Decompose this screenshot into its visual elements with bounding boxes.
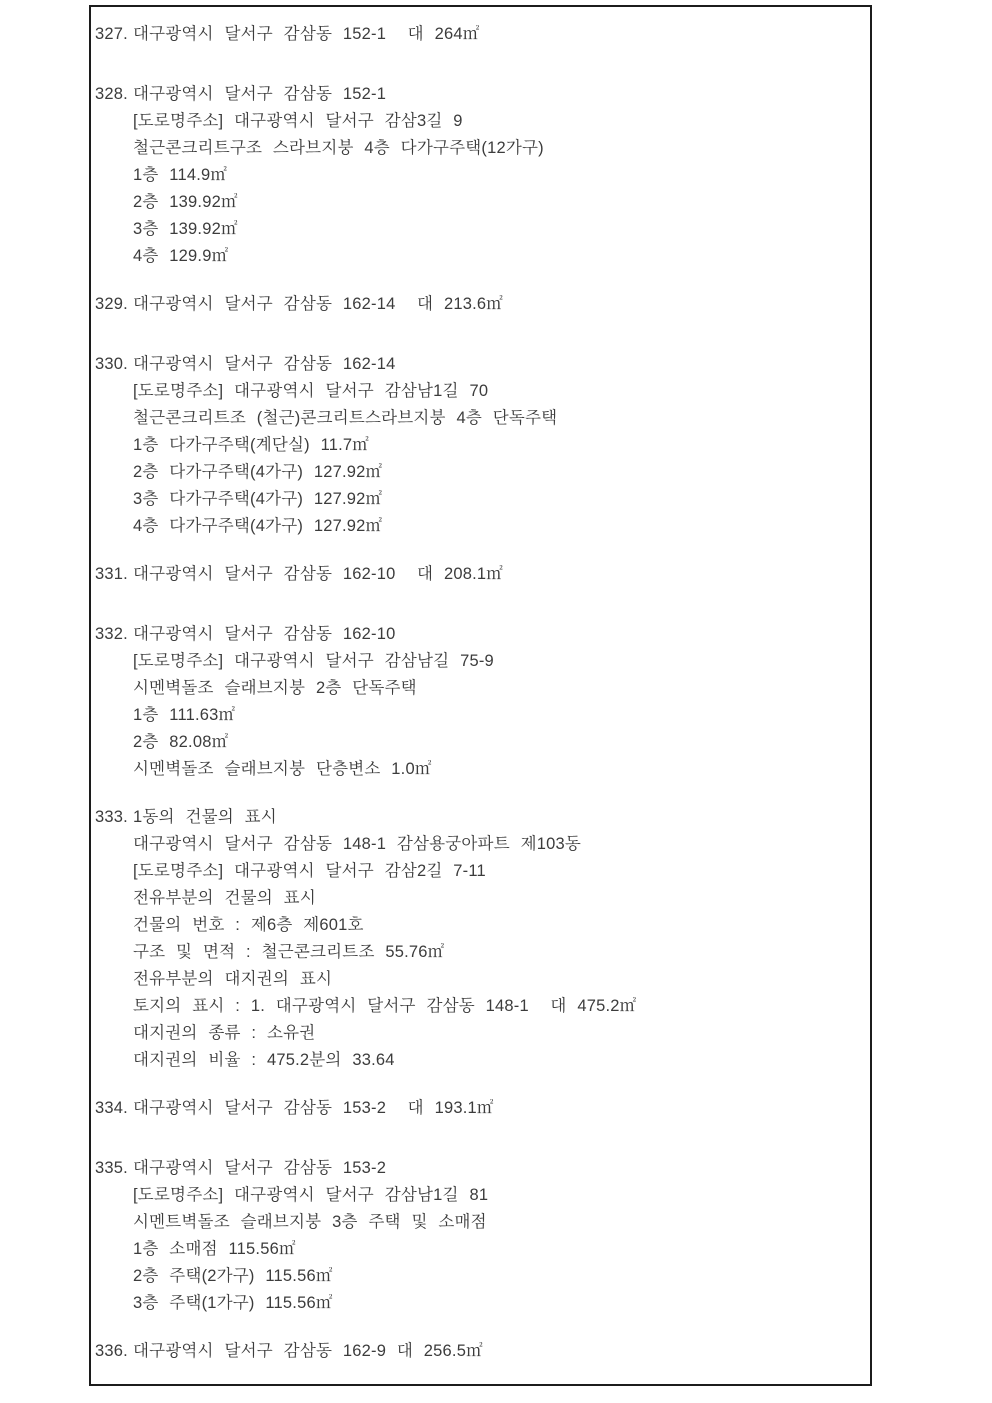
item-detail-line: [95, 486, 862, 513]
item-detail-line: [95, 1020, 862, 1047]
registry-item: [95, 804, 862, 1074]
item-detail-line: [95, 831, 862, 858]
item-number: 332.: [95, 625, 128, 643]
item-line-text: 시멘벽돌조 슬래브지붕 2층 단독주택: [133, 679, 417, 697]
item-line-text: 2층 주택(2가구) 115.56㎡: [133, 1267, 333, 1285]
item-line-text: 1층 소매점 115.56㎡: [133, 1240, 296, 1258]
item-line-text: 시멘트벽돌조 슬래브지붕 3층 주택 및 소매점: [133, 1213, 487, 1231]
item-line-text: 토지의 표시 : 1. 대구광역시 달서구 감삼동 148-1 대 475.2㎡: [133, 997, 637, 1015]
item-detail-line: [95, 966, 862, 993]
item-line-text: 건물의 번호 : 제6층 제601호: [133, 916, 364, 934]
item-detail-line: [95, 243, 862, 270]
item-line-text: 3층 주택(1가구) 115.56㎡: [133, 1294, 333, 1312]
item-line-text: 4층 129.9㎡: [133, 247, 229, 265]
item-detail-line: [95, 189, 862, 216]
item-line-text: [도로명주소] 대구광역시 달서구 감삼남1길 70: [133, 382, 489, 400]
item-line-text: 철근콘크리트조 (철근)콘크리트스라브지붕 4층 단독주택: [133, 409, 558, 427]
item-line-text: 1층 111.63㎡: [133, 706, 236, 724]
registry-item-list: [95, 21, 862, 1365]
item-detail-line: [95, 939, 862, 966]
item-line-text: 3층 다가구주택(4가구) 127.92㎡: [133, 490, 383, 508]
item-first-line: [95, 1155, 862, 1182]
registry-item: [95, 561, 862, 588]
item-number: 335.: [95, 1159, 128, 1177]
item-line-text: 전유부분의 건물의 표시: [133, 889, 316, 907]
item-line-text: [도로명주소] 대구광역시 달서구 감삼남길 75-9: [133, 652, 494, 670]
item-detail-line: [95, 1182, 862, 1209]
item-detail-line: [95, 702, 862, 729]
item-number: 329.: [95, 295, 128, 313]
item-line-text: 2층 139.92㎡: [133, 193, 238, 211]
item-line-text: 대구광역시 달서구 감삼동 162-9 대 256.5㎡: [133, 1342, 483, 1360]
item-line-text: 대구광역시 달서구 감삼동 162-14: [133, 355, 396, 373]
item-detail-line: [95, 378, 862, 405]
item-detail-line: [95, 1209, 862, 1236]
item-line-text: 1층 다가구주택(계단실) 11.7㎡: [133, 436, 369, 454]
item-detail-line: [95, 858, 862, 885]
document-page-frame: [89, 5, 872, 1386]
registry-item: [95, 21, 862, 48]
registry-item: [95, 1095, 862, 1122]
item-detail-line: [95, 912, 862, 939]
item-detail-line: [95, 432, 862, 459]
item-line-text: 대구광역시 달서구 감삼동 162-10: [133, 625, 396, 643]
item-detail-line: [95, 993, 862, 1020]
registry-item: [95, 81, 862, 270]
item-number: 331.: [95, 565, 128, 583]
item-first-line: [95, 561, 862, 588]
registry-item: [95, 351, 862, 540]
item-detail-line: [95, 216, 862, 243]
item-number: 333.: [95, 808, 128, 826]
item-line-text: 대구광역시 달서구 감삼동 148-1 감삼용궁아파트 제103동: [133, 835, 582, 853]
item-line-text: 1층 114.9㎡: [133, 166, 228, 184]
item-line-text: 철근콘크리트구조 스라브지붕 4층 다가구주택(12가구): [133, 139, 544, 157]
item-line-text: [도로명주소] 대구광역시 달서구 감삼2길 7-11: [133, 862, 486, 880]
item-detail-line: [95, 756, 862, 783]
registry-item: [95, 291, 862, 318]
item-number: 327.: [95, 25, 128, 43]
item-detail-line: [95, 1236, 862, 1263]
item-first-line: [95, 1338, 862, 1365]
item-number: 330.: [95, 355, 128, 373]
item-detail-line: [95, 885, 862, 912]
item-detail-line: [95, 513, 862, 540]
item-line-text: 대구광역시 달서구 감삼동 152-1: [133, 85, 387, 103]
item-number: 328.: [95, 85, 128, 103]
item-line-text: 대지권의 종류 : 소유권: [133, 1024, 316, 1042]
item-line-text: 대구광역시 달서구 감삼동 153-2: [133, 1159, 387, 1177]
item-line-text: 구조 및 면적 : 철근콘크리트조 55.76㎡: [133, 943, 445, 961]
item-line-text: 대구광역시 달서구 감삼동 152-1 대 264㎡: [133, 25, 480, 43]
item-line-text: 2층 다가구주택(4가구) 127.92㎡: [133, 463, 383, 481]
item-line-text: 4층 다가구주택(4가구) 127.92㎡: [133, 517, 383, 535]
item-line-text: 대지권의 비율 : 475.2분의 33.64: [133, 1051, 395, 1069]
item-number: 336.: [95, 1342, 128, 1360]
item-line-text: 3층 139.92㎡: [133, 220, 238, 238]
item-line-text: [도로명주소] 대구광역시 달서구 감삼3길 9: [133, 112, 463, 130]
item-first-line: [95, 21, 862, 48]
item-line-text: 대구광역시 달서구 감삼동 153-2 대 193.1㎡: [133, 1099, 494, 1117]
item-number: 334.: [95, 1099, 128, 1117]
registry-item: [95, 1338, 862, 1365]
item-detail-line: [95, 1263, 862, 1290]
item-line-text: 1동의 건물의 표시: [133, 808, 277, 826]
item-detail-line: [95, 675, 862, 702]
item-detail-line: [95, 1290, 862, 1317]
item-first-line: [95, 351, 862, 378]
item-first-line: [95, 1095, 862, 1122]
item-detail-line: [95, 162, 862, 189]
item-first-line: [95, 621, 862, 648]
item-detail-line: [95, 459, 862, 486]
item-line-text: 시멘벽돌조 슬래브지붕 단층변소 1.0㎡: [133, 760, 432, 778]
item-first-line: [95, 81, 862, 108]
item-detail-line: [95, 108, 862, 135]
registry-item: [95, 1155, 862, 1317]
item-detail-line: [95, 405, 862, 432]
item-detail-line: [95, 135, 862, 162]
registry-item: [95, 621, 862, 783]
item-first-line: [95, 291, 862, 318]
item-line-text: 전유부분의 대지권의 표시: [133, 970, 333, 988]
item-detail-line: [95, 1047, 862, 1074]
item-line-text: 대구광역시 달서구 감삼동 162-14 대 213.6㎡: [133, 295, 503, 313]
item-line-text: [도로명주소] 대구광역시 달서구 감삼남1길 81: [133, 1186, 489, 1204]
item-detail-line: [95, 729, 862, 756]
item-line-text: 2층 82.08㎡: [133, 733, 229, 751]
item-first-line: [95, 804, 862, 831]
item-detail-line: [95, 648, 862, 675]
item-line-text: 대구광역시 달서구 감삼동 162-10 대 208.1㎡: [133, 565, 503, 583]
